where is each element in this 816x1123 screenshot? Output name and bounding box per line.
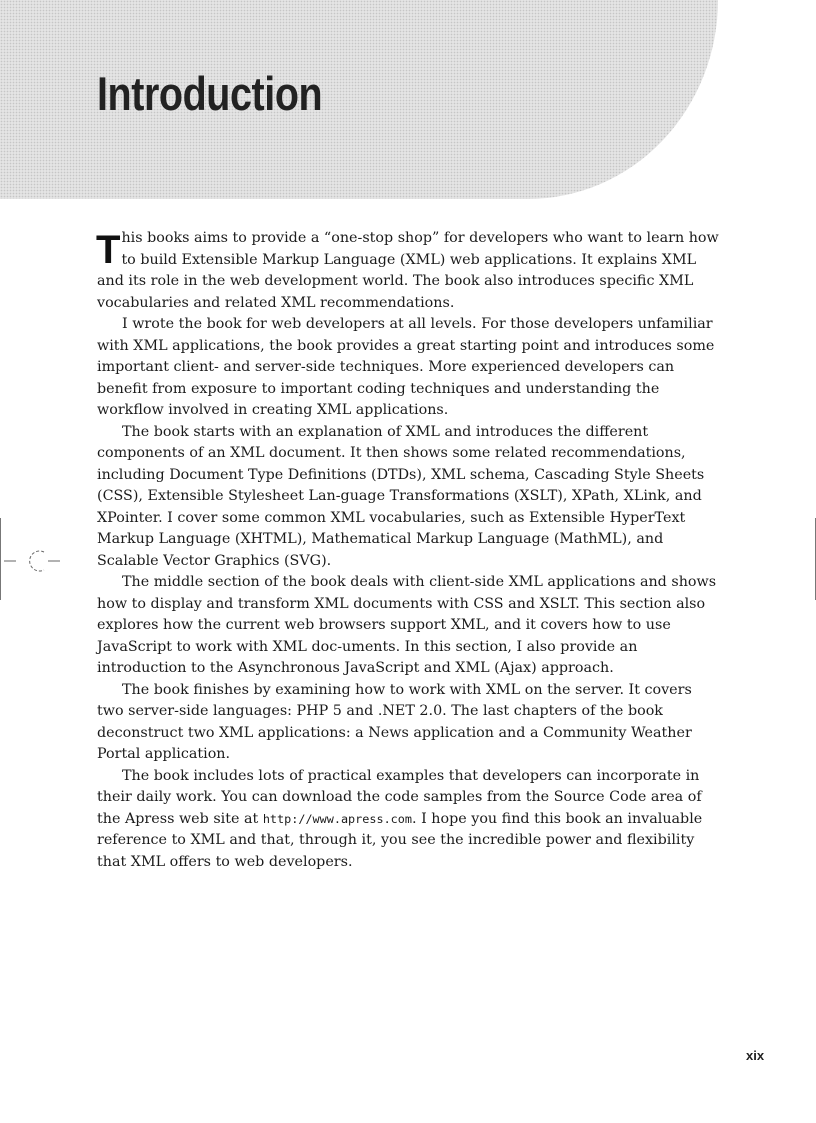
introduction-body bbox=[97, 228, 722, 873]
trim-mark-left bbox=[0, 518, 1, 600]
intro-paragraph-6-tail: . I hope you find this book an invaluable reference to XML and that, through it, you see the incredible power and flexibility that XML offers to web developers. bbox=[97, 810, 703, 870]
intro-paragraph-6-lead: The book includes lots of practical examples that developers can incorporate in their daily work. You can download the code samples from the Source Code area of the Apress web site at bbox=[97, 767, 702, 827]
intro-paragraph-2: I wrote the book for web developers at all levels. For those developers unfamiliar with XML applications, the book provides a great starting point and introduces some important client- and server-side techniques. More experienced developers can benefit from exposure to important coding techniques and understanding the workflow involved in creating XML applications. bbox=[97, 316, 715, 418]
drop-cap: T bbox=[96, 228, 121, 272]
intro-paragraph-4: The middle section of the book deals with client-side XML applications and shows how to display and transform XML documents with CSS and XSLT. This section also explores how the current web browsers support XML, and it covers how to use JavaScript to work with XML doc-uments. In this section, I also provide an introduction to the Asynchronous JavaScript and XML (Ajax) approach. bbox=[97, 574, 717, 676]
intro-paragraph-1-text: his books aims to provide a “one-stop shop” for developers who want to learn how to build Extensible Markup Language (XML) web applications. It explains XML and its role in the web development world. The book also introduces specific XML vocabularies and related XML recommendations. bbox=[97, 230, 719, 311]
intro-paragraph-1 bbox=[97, 228, 722, 314]
registration-mark-icon bbox=[4, 546, 64, 576]
chapter-banner bbox=[0, 0, 718, 199]
intro-paragraph-3: The book starts with an explanation of XML and introduces the different components of an XML document. It then shows some related recommendations, including Document Type Definitions (DTDs), XML schema, Cascading Style Sheets (CSS), Extensible Stylesheet Lan-guage Transformations (XSLT), XPath, XLink, and XPointer. I cover some common XML vocabularies, such as Extensible HyperText Markup Language (XHTML), Mathematical Markup Language (MathML), and Scalable Vector Graphics (SVG). bbox=[97, 423, 705, 569]
apress-url-link[interactable]: http://www.apress.com bbox=[262, 811, 412, 826]
intro-paragraph-6 bbox=[97, 766, 722, 874]
chapter-title: Introduction bbox=[97, 67, 323, 120]
intro-paragraph-5: The book finishes by examining how to work with XML on the server. It covers two server-side languages: PHP 5 and .NET 2.0. The last chapters of the book deconstruct two XML applications: a News application and a Community Weather Portal application. bbox=[97, 681, 692, 762]
page-number: xix bbox=[746, 1048, 765, 1063]
